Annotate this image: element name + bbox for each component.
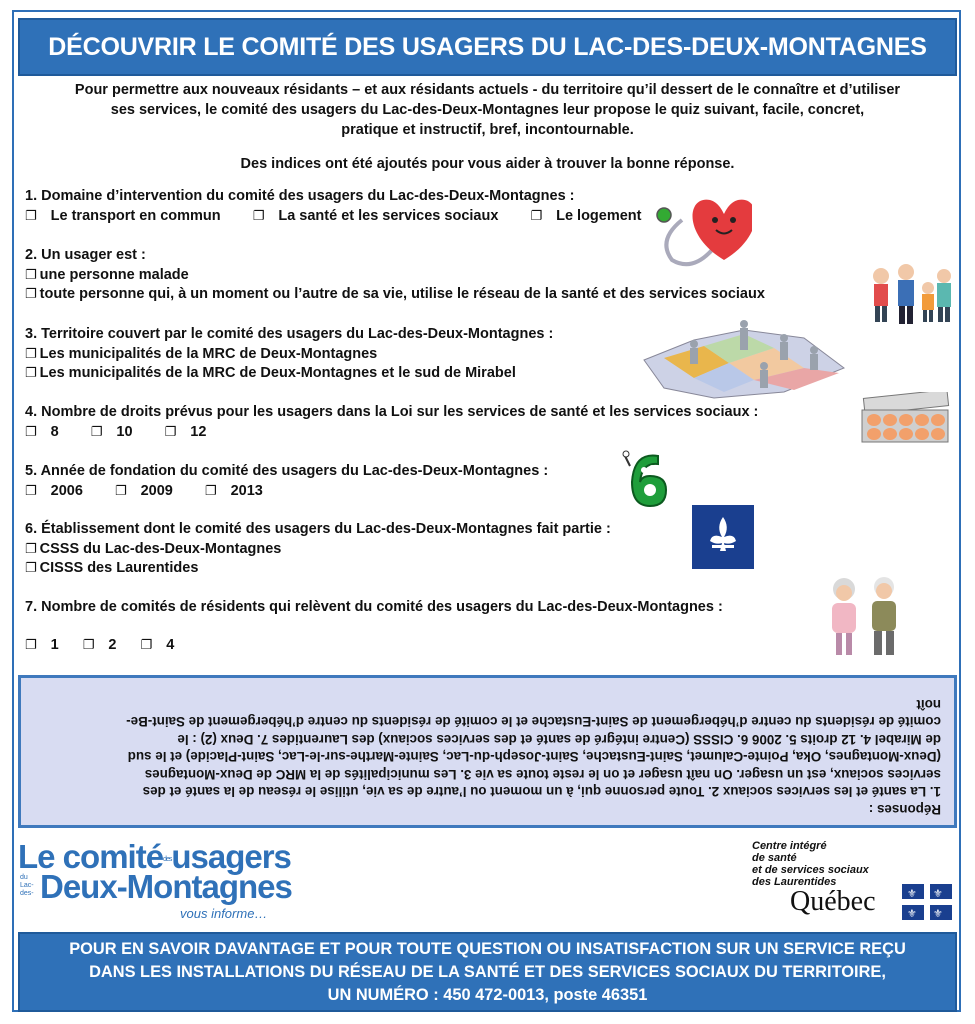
checkbox[interactable]: ❐ xyxy=(25,287,37,302)
checkbox[interactable]: ❐ xyxy=(25,637,37,653)
question-text: 2. Un usager est : xyxy=(25,247,146,263)
question-text: 1. Domaine d’intervention du comité des usagers du Lac-des-Deux-Montagnes : xyxy=(25,188,575,204)
checkbox[interactable]: ❐ xyxy=(25,483,37,499)
answers-heading: Réponses : xyxy=(868,802,941,817)
options-row xyxy=(25,423,758,443)
question-text: 3. Territoire couvert par le comité des usagers du Lac-des-Deux-Montagnes : xyxy=(25,326,554,342)
option[interactable]: ❐ une personne malade xyxy=(25,266,765,286)
option[interactable]: ❐ 2006 xyxy=(25,483,97,499)
quebec-flag-icon xyxy=(692,505,754,569)
contact-footer xyxy=(18,932,957,1012)
logo-tagline: vous informe… xyxy=(180,906,268,921)
checkbox[interactable]: ❐ xyxy=(25,346,37,362)
page-title: DÉCOUVRIR LE COMITÉ DES USAGERS DU LAC-DES-DEUX-MONTAGNES xyxy=(18,18,957,76)
question-3 xyxy=(25,325,553,384)
quebec-flag-icon xyxy=(902,884,952,920)
intro-line: ses services, le comité des usagers du Lac-des-Deux-Montagnes leur propose le quiz suivant, facile, concret, xyxy=(110,102,865,118)
option[interactable]: ❐ toute personne qui, à un moment ou l’autre de sa vie, utilise le réseau de la santé et des services sociaux xyxy=(25,285,765,305)
checkbox[interactable]: ❐ xyxy=(82,637,95,653)
svg-text:⚜: ⚜ xyxy=(907,887,917,900)
logo-small-text: Lac- xyxy=(20,882,34,889)
option[interactable]: ❐ 12 xyxy=(165,424,221,440)
checkbox[interactable]: ❐ xyxy=(25,366,37,381)
checkbox[interactable]: ❐ xyxy=(25,541,37,557)
logo-text: Deux-Montagnes xyxy=(40,868,292,905)
checkbox[interactable]: ❐ xyxy=(90,424,103,440)
checkbox[interactable]: ❐ xyxy=(25,561,37,576)
option[interactable]: ❐ La santé et les services sociaux xyxy=(253,208,513,224)
logo-small-text: des xyxy=(163,855,172,863)
logo-small-text: des- xyxy=(20,890,34,897)
footer-line: POUR EN SAVOIR DAVANTAGE ET POUR TOUTE QUESTION OU INSATISFACTION SUR UN SERVICE REÇU xyxy=(69,940,906,958)
checkbox[interactable]: ❐ xyxy=(252,208,265,224)
question-text: 6. Établissement dont le comité des usagers du Lac-des-Deux-Montagnes fait partie : xyxy=(25,521,611,537)
options-row xyxy=(25,636,723,656)
option[interactable]: ❐ 8 xyxy=(25,424,73,440)
option[interactable]: ❐ 10 xyxy=(91,424,147,440)
checkbox[interactable]: ❐ xyxy=(530,208,543,224)
option[interactable]: ❐ 2009 xyxy=(115,483,187,499)
svg-text:⚜: ⚜ xyxy=(933,907,943,920)
question-5 xyxy=(25,462,548,501)
territory-map-icon xyxy=(634,318,856,402)
option[interactable]: ❐ Le logement xyxy=(530,208,655,224)
option[interactable]: ❐ 1 xyxy=(25,637,73,653)
options-row xyxy=(25,207,670,227)
answers-box xyxy=(18,675,957,828)
option[interactable]: ❐ CSSS du Lac-des-Deux-Montagnes xyxy=(25,540,611,560)
cisss-line: et de services sociaux xyxy=(752,864,869,876)
egg-carton-icon xyxy=(858,392,953,450)
logo-small-text: du xyxy=(20,874,28,881)
intro-line: Pour permettre aux nouveaux résidants – et aux résidants actuels - du territoire qu’il dessert de le connaître et d’utiliser xyxy=(74,82,901,98)
question-7 xyxy=(25,598,723,655)
svg-text:⚜: ⚜ xyxy=(907,907,917,920)
question-text: 5. Année de fondation du comité des usagers du Lac-des-Deux-Montagnes : xyxy=(25,463,549,479)
question-6 xyxy=(25,520,611,579)
footer-phone: UN NUMÉRO : 450 472-0013, poste 46351 xyxy=(327,986,648,1004)
option[interactable]: ❐ 2013 xyxy=(205,483,277,499)
checkbox[interactable]: ❐ xyxy=(204,483,217,499)
quebec-wordmark: Québec xyxy=(790,886,876,917)
option[interactable]: ❐ Les municipalités de la MRC de Deux-Montagnes xyxy=(25,345,553,365)
family-icon xyxy=(866,262,954,324)
checkbox[interactable]: ❐ xyxy=(25,424,37,440)
footer-line: DANS LES INSTALLATIONS DU RÉSEAU DE LA SANTÉ ET DES SERVICES SOCIAUX DU TERRITOIRE, xyxy=(89,963,886,981)
option[interactable]: ❐ CISSS des Laurentides xyxy=(25,559,611,579)
cisss-line: de santé xyxy=(752,852,797,864)
svg-text:⚜: ⚜ xyxy=(933,887,943,900)
hint-text: Des indices ont été ajoutés pour vous aider à trouver la bonne réponse. xyxy=(240,156,735,172)
options-row xyxy=(25,482,548,502)
heart-stethoscope-icon xyxy=(652,180,752,270)
question-text: 4. Nombre de droits prévus pour les usagers dans la Loi sur les services de santé et les services sociaux : xyxy=(25,404,759,420)
logo-text: usagers xyxy=(171,838,291,875)
question-1 xyxy=(25,187,670,226)
checkbox[interactable]: ❐ xyxy=(164,424,177,440)
checkbox[interactable]: ❐ xyxy=(25,267,37,283)
answers-line: comité de résidents du centre d’hébergement de Saint-Eustache et le comité de résidents du centre d’hébergement de Saint-Be- xyxy=(126,714,941,730)
comite-usagers-logo xyxy=(18,838,318,928)
option[interactable]: ❐ 4 xyxy=(141,637,189,653)
answers-line: noît xyxy=(916,697,941,712)
answers-line: services sociaux, est un usager. On naît usager et on le reste toute sa vie 3. Les municipalités de la MRC de Deux-Montagnes xyxy=(144,767,941,782)
answers-line: de Mirabel 4. 12 droits 5. 2006 6. CISSS (Centre intégré de santé et des services sociaux) des Laurentides 7. Deux (2) : le xyxy=(177,732,941,747)
option[interactable]: ❐ 2 xyxy=(83,637,131,653)
cisss-line: Centre intégré xyxy=(752,840,827,852)
cisss-line: des Laurentides xyxy=(752,876,837,888)
option[interactable]: ❐ Les municipalités de la MRC de Deux-Montagnes et le sud de Mirabel xyxy=(25,364,553,384)
number-six-mascot-icon xyxy=(622,448,672,512)
answers-line: 1. La santé et les services sociaux 2. Toute personne qui, à un moment ou l’autre de sa vie, utilise le réseau de la santé et des xyxy=(142,784,941,800)
question-text: 7. Nombre de comités de résidents qui relèvent du comité des usagers du Lac-des-Deux-Montagnes : xyxy=(25,599,723,615)
cisss-quebec-logo xyxy=(752,840,962,930)
answers-text-upside-down xyxy=(35,686,941,818)
question-4 xyxy=(25,403,758,442)
checkbox[interactable]: ❐ xyxy=(25,208,37,224)
option[interactable]: ❐ Le transport en commun xyxy=(25,208,235,224)
answers-line: (Deux-Montagnes, Oka, Pointe-Calumet, Saint-Eustache, Saint-Joseph-du-Lac, Sainte-Marthe-sur-le-Lac, Saint-Placide) et le sud xyxy=(127,749,941,765)
logo-text: Le comité xyxy=(18,838,164,875)
checkbox[interactable]: ❐ xyxy=(140,637,153,653)
checkbox[interactable]: ❐ xyxy=(114,483,127,499)
seniors-couple-icon xyxy=(812,575,918,663)
intro-line: pratique et instructif, bref, incontournable. xyxy=(341,122,634,138)
intro-text xyxy=(20,80,955,140)
